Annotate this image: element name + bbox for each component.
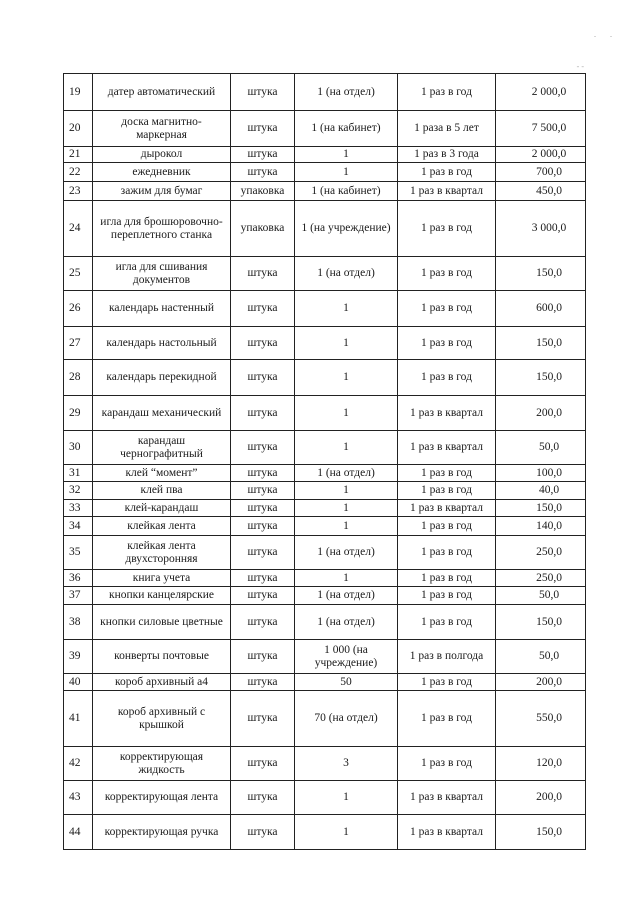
item-unit: штука xyxy=(231,674,295,691)
table-row xyxy=(64,482,586,500)
item-unit: упаковка xyxy=(231,182,295,201)
table-row xyxy=(64,691,586,747)
table-row xyxy=(64,536,586,570)
item-periodicity: 1 раз в квартал xyxy=(398,396,496,431)
supplies-table-body xyxy=(64,74,586,850)
row-number: 29 xyxy=(64,396,93,431)
row-number: 40 xyxy=(64,674,93,691)
row-number: 34 xyxy=(64,517,93,536)
item-name: игла для сшивания документов xyxy=(93,257,231,291)
item-name: клейкая лента xyxy=(93,517,231,536)
item-quantity: 1 xyxy=(295,500,398,517)
row-number: 20 xyxy=(64,111,93,147)
row-number: 43 xyxy=(64,781,93,815)
item-price: 150,0 xyxy=(496,327,586,360)
item-unit: штука xyxy=(231,163,295,182)
row-number: 24 xyxy=(64,201,93,257)
item-periodicity: 1 раза в 5 лет xyxy=(398,111,496,147)
item-price: 150,0 xyxy=(496,500,586,517)
item-periodicity: 1 раз в год xyxy=(398,482,496,500)
item-periodicity: 1 раз в год xyxy=(398,257,496,291)
table-row xyxy=(64,500,586,517)
table-row xyxy=(64,640,586,674)
item-name: клей “момент” xyxy=(93,465,231,482)
item-unit: штука xyxy=(231,431,295,465)
item-unit: штука xyxy=(231,570,295,587)
table-row xyxy=(64,257,586,291)
item-name: конверты почтовые xyxy=(93,640,231,674)
item-name: карандаш чернографитный xyxy=(93,431,231,465)
table-row xyxy=(64,674,586,691)
item-price: 7 500,0 xyxy=(496,111,586,147)
item-periodicity: 1 раз в квартал xyxy=(398,815,496,850)
item-price: 450,0 xyxy=(496,182,586,201)
item-price: 50,0 xyxy=(496,587,586,605)
item-quantity: 1 xyxy=(295,517,398,536)
item-name: игла для брошюровочно-переплетного станка xyxy=(93,201,231,257)
row-number: 25 xyxy=(64,257,93,291)
row-number: 39 xyxy=(64,640,93,674)
item-unit: штука xyxy=(231,396,295,431)
item-quantity: 1 (на отдел) xyxy=(295,587,398,605)
item-unit: штука xyxy=(231,640,295,674)
item-periodicity: 1 раз в год xyxy=(398,747,496,781)
item-unit: штука xyxy=(231,781,295,815)
item-price: 3 000,0 xyxy=(496,201,586,257)
item-unit: штука xyxy=(231,691,295,747)
item-name: ежедневник xyxy=(93,163,231,182)
item-name: корректирующая лента xyxy=(93,781,231,815)
table-row xyxy=(64,465,586,482)
table-row xyxy=(64,396,586,431)
item-price: 50,0 xyxy=(496,431,586,465)
item-price: 150,0 xyxy=(496,815,586,850)
table-row xyxy=(64,147,586,163)
table-row xyxy=(64,781,586,815)
item-name: календарь перекидной xyxy=(93,360,231,396)
item-periodicity: 1 раз в год xyxy=(398,201,496,257)
row-number: 35 xyxy=(64,536,93,570)
item-unit: упаковка xyxy=(231,201,295,257)
item-name: кнопки силовые цветные xyxy=(93,605,231,640)
table-row xyxy=(64,815,586,850)
table-row xyxy=(64,747,586,781)
scan-marks-side: - - xyxy=(576,62,584,71)
row-number: 23 xyxy=(64,182,93,201)
item-unit: штука xyxy=(231,360,295,396)
item-quantity: 1 (на кабинет) xyxy=(295,182,398,201)
table-row xyxy=(64,74,586,111)
item-periodicity: 1 раз в квартал xyxy=(398,500,496,517)
item-periodicity: 1 раз в год xyxy=(398,517,496,536)
item-unit: штука xyxy=(231,605,295,640)
item-periodicity: 1 раз в год xyxy=(398,674,496,691)
table-row xyxy=(64,360,586,396)
item-quantity: 1 xyxy=(295,147,398,163)
item-quantity: 1 xyxy=(295,327,398,360)
row-number: 37 xyxy=(64,587,93,605)
row-number: 27 xyxy=(64,327,93,360)
item-unit: штука xyxy=(231,482,295,500)
item-periodicity: 1 раз в год xyxy=(398,691,496,747)
item-unit: штука xyxy=(231,111,295,147)
item-price: 200,0 xyxy=(496,396,586,431)
row-number: 41 xyxy=(64,691,93,747)
item-name: клей-карандаш xyxy=(93,500,231,517)
item-quantity: 1 xyxy=(295,163,398,182)
item-periodicity: 1 раз в год xyxy=(398,465,496,482)
table-row xyxy=(64,111,586,147)
table-row xyxy=(64,605,586,640)
item-periodicity: 1 раз в год xyxy=(398,291,496,327)
item-periodicity: 1 раз в год xyxy=(398,605,496,640)
item-unit: штука xyxy=(231,517,295,536)
item-quantity: 1 (на отдел) xyxy=(295,605,398,640)
item-unit: штука xyxy=(231,747,295,781)
row-number: 42 xyxy=(64,747,93,781)
item-quantity: 1 (на отдел) xyxy=(295,257,398,291)
item-quantity: 1 (на отдел) xyxy=(295,74,398,111)
table-row xyxy=(64,517,586,536)
item-periodicity: 1 раз в год xyxy=(398,587,496,605)
item-unit: штука xyxy=(231,74,295,111)
item-quantity: 3 xyxy=(295,747,398,781)
item-unit: штука xyxy=(231,465,295,482)
item-periodicity: 1 раз в год xyxy=(398,74,496,111)
item-price: 600,0 xyxy=(496,291,586,327)
item-name: доска магнитно-маркерная xyxy=(93,111,231,147)
item-quantity: 1 (на учреждение) xyxy=(295,201,398,257)
item-price: 2 000,0 xyxy=(496,74,586,111)
item-quantity: 1 xyxy=(295,431,398,465)
item-periodicity: 1 раз в квартал xyxy=(398,182,496,201)
item-quantity: 70 (на отдел) xyxy=(295,691,398,747)
item-periodicity: 1 раз в год xyxy=(398,536,496,570)
item-periodicity: 1 раз в год xyxy=(398,327,496,360)
item-price: 700,0 xyxy=(496,163,586,182)
item-name: календарь настенный xyxy=(93,291,231,327)
table-row xyxy=(64,201,586,257)
table-row xyxy=(64,431,586,465)
item-periodicity: 1 раз в квартал xyxy=(398,431,496,465)
item-price: 250,0 xyxy=(496,570,586,587)
item-unit: штука xyxy=(231,587,295,605)
item-name: клейкая лента двухсторонняя xyxy=(93,536,231,570)
item-periodicity: 1 раз в квартал xyxy=(398,781,496,815)
item-name: зажим для бумаг xyxy=(93,182,231,201)
item-unit: штука xyxy=(231,257,295,291)
item-periodicity: 1 раз в год xyxy=(398,360,496,396)
item-quantity: 1 (на отдел) xyxy=(295,465,398,482)
item-unit: штука xyxy=(231,536,295,570)
item-price: 150,0 xyxy=(496,605,586,640)
item-price: 2 000,0 xyxy=(496,147,586,163)
item-quantity: 1 xyxy=(295,815,398,850)
row-number: 28 xyxy=(64,360,93,396)
table-row xyxy=(64,570,586,587)
row-number: 32 xyxy=(64,482,93,500)
item-periodicity: 1 раз в год xyxy=(398,163,496,182)
item-quantity: 50 xyxy=(295,674,398,691)
item-periodicity: 1 раз в полгода xyxy=(398,640,496,674)
row-number: 30 xyxy=(64,431,93,465)
item-price: 150,0 xyxy=(496,257,586,291)
item-price: 140,0 xyxy=(496,517,586,536)
item-unit: штука xyxy=(231,500,295,517)
item-name: короб архивный а4 xyxy=(93,674,231,691)
item-quantity: 1 xyxy=(295,396,398,431)
row-number: 21 xyxy=(64,147,93,163)
item-name: дырокол xyxy=(93,147,231,163)
item-name: короб архивный с крышкой xyxy=(93,691,231,747)
scan-marks: . . xyxy=(594,30,618,39)
row-number: 33 xyxy=(64,500,93,517)
row-number: 36 xyxy=(64,570,93,587)
item-name: кнопки канцелярские xyxy=(93,587,231,605)
item-quantity: 1 xyxy=(295,781,398,815)
row-number: 44 xyxy=(64,815,93,850)
item-name: клей пва xyxy=(93,482,231,500)
item-quantity: 1 xyxy=(295,360,398,396)
table-row xyxy=(64,182,586,201)
table-row xyxy=(64,587,586,605)
item-periodicity: 1 раз в 3 года xyxy=(398,147,496,163)
item-periodicity: 1 раз в год xyxy=(398,570,496,587)
item-quantity: 1 (на отдел) xyxy=(295,536,398,570)
row-number: 38 xyxy=(64,605,93,640)
supplies-table xyxy=(63,73,586,850)
item-quantity: 1 000 (на учреждение) xyxy=(295,640,398,674)
item-quantity: 1 xyxy=(295,570,398,587)
item-price: 100,0 xyxy=(496,465,586,482)
table-row xyxy=(64,327,586,360)
item-price: 200,0 xyxy=(496,781,586,815)
row-number: 26 xyxy=(64,291,93,327)
item-unit: штука xyxy=(231,327,295,360)
item-price: 200,0 xyxy=(496,674,586,691)
item-price: 50,0 xyxy=(496,640,586,674)
item-price: 120,0 xyxy=(496,747,586,781)
item-unit: штука xyxy=(231,291,295,327)
item-price: 550,0 xyxy=(496,691,586,747)
item-quantity: 1 xyxy=(295,291,398,327)
item-name: карандаш механический xyxy=(93,396,231,431)
item-quantity: 1 (на кабинет) xyxy=(295,111,398,147)
item-unit: штука xyxy=(231,815,295,850)
item-unit: штука xyxy=(231,147,295,163)
row-number: 19 xyxy=(64,74,93,111)
row-number: 31 xyxy=(64,465,93,482)
item-quantity: 1 xyxy=(295,482,398,500)
item-name: календарь настольный xyxy=(93,327,231,360)
item-name: корректирующая жидкость xyxy=(93,747,231,781)
table-row xyxy=(64,291,586,327)
item-name: корректирующая ручка xyxy=(93,815,231,850)
item-price: 40,0 xyxy=(496,482,586,500)
row-number: 22 xyxy=(64,163,93,182)
item-name: датер автоматический xyxy=(93,74,231,111)
table-row xyxy=(64,163,586,182)
item-price: 250,0 xyxy=(496,536,586,570)
item-price: 150,0 xyxy=(496,360,586,396)
item-name: книга учета xyxy=(93,570,231,587)
